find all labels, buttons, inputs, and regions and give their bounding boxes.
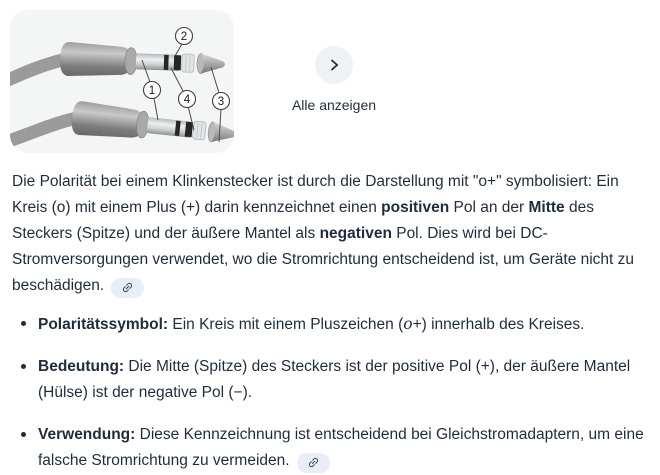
callout-1-number: 1	[148, 85, 156, 97]
citation-link-chip[interactable]	[111, 278, 144, 298]
bullet-dot	[21, 321, 26, 326]
link-icon	[121, 281, 134, 294]
bullet-run-italic: o	[403, 315, 413, 333]
bullet-label: Verwendung:	[38, 426, 136, 443]
bottom-plug	[10, 94, 234, 153]
bullet-label: Bedeutung:	[38, 358, 125, 375]
callout-3-number: 3	[217, 96, 225, 108]
list-item-polaritaetssymbol	[10, 311, 652, 338]
jack-plug-image[interactable]	[10, 10, 234, 153]
bullet-run: Ein Kreis mit einem Pluszeichen (	[168, 316, 404, 333]
bullet-run: Diese Kennzeichnung ist entscheidend bei Gleichstromadaptern, um eine falsche Stromrichtung zu vermeiden.	[38, 426, 644, 469]
paragraph-run-bold: Mitte	[528, 199, 565, 216]
bullet-run: +) innerhalb des Kreises.	[412, 316, 585, 333]
media-row	[10, 10, 652, 153]
show-all-label[interactable]: Alle anzeigen	[291, 97, 377, 113]
callout-2-number: 2	[180, 31, 188, 43]
paragraph-run: Die Polarität bei einem Klinkenstecker ist durch die Darstellung mit "o+" symbolisiert: Ein Kreis (o) mit einem Plus (+) darin kennzeichnet einen	[12, 173, 619, 216]
show-all-control	[278, 10, 390, 114]
citation-link-chip[interactable]	[297, 453, 330, 473]
show-all-button[interactable]	[315, 46, 353, 84]
list-item-bedeutung	[10, 354, 652, 406]
paragraph-run: Pol an der	[449, 199, 529, 216]
list-item-verwendung	[10, 422, 652, 474]
paragraph-run-bold: positiven	[381, 199, 450, 216]
paragraph-run: Pol. Dies wird bei DC-Stromversorgungen verwendet, wo die Stromrichtung entscheidend ist, um Geräte nicht zu beschädigen.	[12, 225, 635, 294]
answer-paragraph	[12, 169, 654, 299]
bullet-dot	[21, 364, 26, 369]
link-icon	[307, 456, 320, 469]
paragraph-run-bold: negativen	[319, 225, 392, 242]
top-plug	[10, 40, 226, 91]
bullet-dot	[21, 432, 26, 437]
key-points-list	[10, 311, 652, 474]
bullet-label: Polaritätssymbol:	[38, 316, 169, 333]
paragraph-run: des Steckers (Spitze) und der äußere Mantel als	[12, 199, 594, 242]
plug-illustration	[10, 10, 234, 153]
chevron-right-icon	[327, 58, 341, 72]
bullet-run: Die Mitte (Spitze) des Steckers ist der positive Pol (+), der äußere Mantel (Hülse) ist der negative Pol (−).	[38, 358, 631, 401]
callout-4-number: 4	[183, 94, 191, 106]
